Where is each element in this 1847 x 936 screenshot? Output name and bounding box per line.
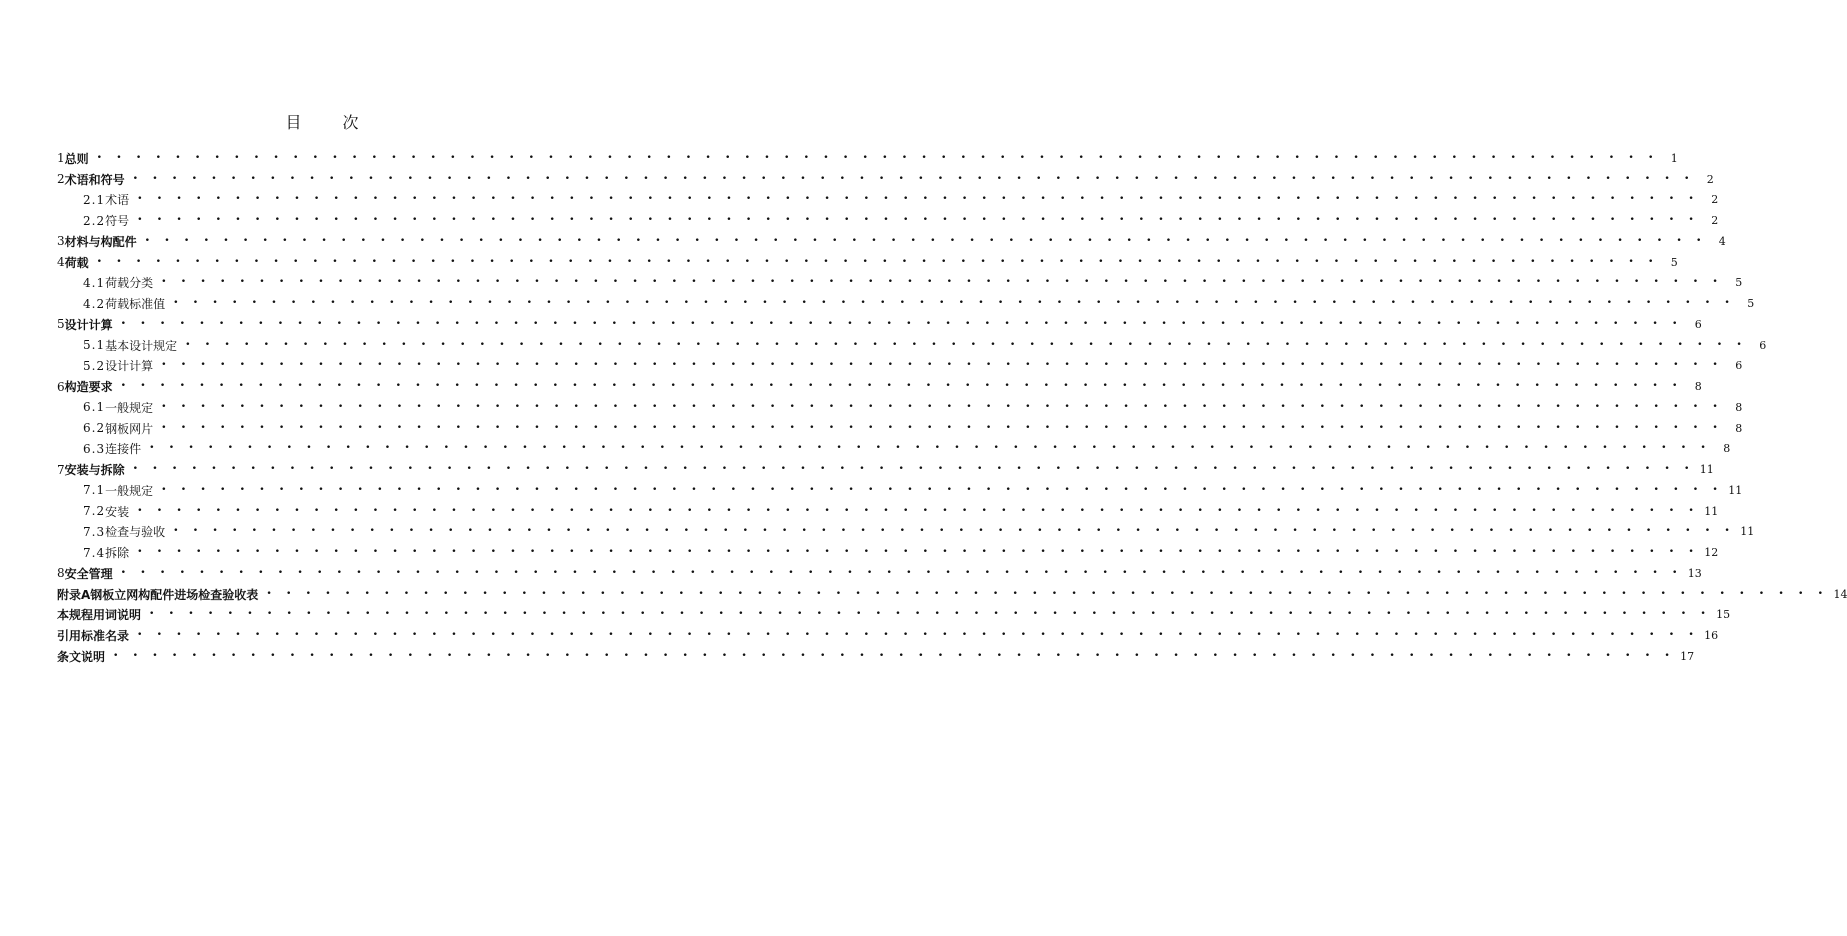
toc-entry-number: 7.2 xyxy=(83,504,106,519)
toc-entry-number: 3 xyxy=(57,234,65,249)
page-title: 目 次 xyxy=(285,113,377,132)
table-of-contents xyxy=(57,148,1847,667)
toc-entry-number: 6.2 xyxy=(83,421,106,436)
toc-entry-label: 荷载 xyxy=(64,255,89,270)
toc-entry-number: 4.1 xyxy=(83,275,106,290)
dot-leader: • • • • • • • • • • • • • • • • • • • • • • • • • • • • • • • • • • • • • • • • • • • • • • • • • • • • • • • • • • • • • • • • • • • • • • • • • • • • • • • • xyxy=(185,339,1747,350)
toc-entry[interactable] xyxy=(57,646,1695,667)
toc-entry[interactable] xyxy=(57,314,1702,335)
toc-entry[interactable] xyxy=(57,273,1743,294)
toc-entry-page: 17 xyxy=(1680,649,1695,663)
toc-entry-label: 连接件 xyxy=(105,442,142,457)
toc-entry[interactable] xyxy=(57,169,1714,190)
dot-leader: • • • • • • • • • • • • • • • • • • • • • • • • • • • • • • • • • • • • • • • • • • • • • • • • • • • • • • • • • • • • • • • • • • • • • • • • • • • • • • • • xyxy=(137,505,1699,516)
toc-entry-number: 7.4 xyxy=(83,545,106,560)
toc-entry-label: 检查与验收 xyxy=(105,525,166,540)
dot-leader: • • • • • • • • • • • • • • • • • • • • • • • • • • • • • • • • • • • • • • • • • • • • • • • • • • • • • • • • • • • • • • • • • • • • • • • • • • • • • • • • xyxy=(161,360,1723,371)
toc-entry-number: 5.1 xyxy=(83,338,106,353)
toc-entry-label: 基本设计规定 xyxy=(105,338,178,353)
toc-entry-number: 1 xyxy=(57,151,65,166)
toc-entry-number: 6.1 xyxy=(83,400,106,415)
dot-leader: • • • • • • • • • • • • • • • • • • • • • • • • • • • • • • • • • • • • • • • • • • • • • • • • • • • • • • • • • • • • • • • • • • • • • • • • • • • • • • • • xyxy=(137,215,1699,226)
toc-entry[interactable] xyxy=(57,522,1755,543)
toc-entry[interactable] xyxy=(57,376,1702,397)
toc-entry-label: 条文说明 xyxy=(57,649,106,664)
toc-entry-label: 安装与拆除 xyxy=(64,463,125,478)
toc-entry[interactable] xyxy=(57,231,1726,252)
dot-leader: • • • • • • • • • • • • • • • • • • • • • • • • • • • • • • • • • • • • • • • • • • • • • • • • • • • • • • • • • • • • • • • • • • • • • • • • • • • • • • • • xyxy=(173,298,1735,309)
toc-entry-label: 术语 xyxy=(105,193,130,208)
dot-leader: • • • • • • • • • • • • • • • • • • • • • • • • • • • • • • • • • • • • • • • • • • • • • • • • • • • • • • • • • • • • • • • • • • • • • • • • • • • • • • • • xyxy=(113,650,1675,661)
toc-entry-label: 拆除 xyxy=(105,546,130,561)
toc-entry-label: 一般规定 xyxy=(105,483,154,498)
toc-entry-page: 2 xyxy=(1706,172,1714,186)
toc-entry-page: 2 xyxy=(1711,193,1719,207)
toc-entry-number: 附录A xyxy=(57,587,91,602)
dot-leader: • • • • • • • • • • • • • • • • • • • • • • • • • • • • • • • • • • • • • • • • • • • • • • • • • • • • • • • • • • • • • • • • • • • • • • • • • • • • • • • • xyxy=(132,173,1694,184)
toc-entry-number: 2.2 xyxy=(83,213,106,228)
toc-entry-number: 7.1 xyxy=(83,483,106,498)
toc-entry-number: 5.2 xyxy=(83,358,106,373)
dot-leader: • • • • • • • • • • • • • • • • • • • • • • • • • • • • • • • • • • • • • • • • • • • • • • • • • • • • • • • • • • • • • • • • • • • • • • • • • • • • • • • • xyxy=(137,630,1699,641)
toc-entry-page: 4 xyxy=(1718,234,1726,248)
toc-entry[interactable] xyxy=(57,397,1743,418)
toc-entry-number: 8 xyxy=(57,566,65,581)
toc-entry-page: 6 xyxy=(1694,317,1702,331)
dot-leader: • • • • • • • • • • • • • • • • • • • • • • • • • • • • • • • • • • • • • • • • • • • • • • • • • • • • • • • • • • • • • • • • • • • • • • • • • • • • • • • • xyxy=(149,609,1711,620)
toc-entry-label: 设计计算 xyxy=(64,317,113,332)
toc-entry-number: 6.3 xyxy=(83,441,106,456)
toc-entry-label: 钢板立网构配件进场检查验收表 xyxy=(90,587,259,602)
toc-entry[interactable] xyxy=(57,356,1743,377)
toc-entry-label: 设计计算 xyxy=(105,359,154,374)
dot-leader: • • • • • • • • • • • • • • • • • • • • • • • • • • • • • • • • • • • • • • • • • • • • • • • • • • • • • • • • • • • • • • • • • • • • • • • • • • • • • • • • xyxy=(161,484,1723,495)
toc-entry-label: 引用标准名录 xyxy=(57,629,130,644)
toc-entry-page: 8 xyxy=(1735,421,1743,435)
toc-entry-page: 5 xyxy=(1747,297,1755,311)
toc-entry-label: 总则 xyxy=(64,151,89,166)
toc-entry-number: 7.3 xyxy=(83,524,106,539)
toc-entry-page: 8 xyxy=(1694,380,1702,394)
dot-leader: • • • • • • • • • • • • • • • • • • • • • • • • • • • • • • • • • • • • • • • • • • • • • • • • • • • • • • • • • • • • • • • • • • • • • • • • • • • • • • • • xyxy=(96,152,1658,163)
toc-entry-page: 11 xyxy=(1704,504,1719,518)
dot-leader: • • • • • • • • • • • • • • • • • • • • • • • • • • • • • • • • • • • • • • • • • • • • • • • • • • • • • • • • • • • • • • • • • • • • • • • • • • • • • • • • xyxy=(132,464,1694,475)
toc-entry[interactable] xyxy=(57,148,1678,169)
toc-entry-label: 一般规定 xyxy=(105,400,154,415)
dot-leader: • • • • • • • • • • • • • • • • • • • • • • • • • • • • • • • • • • • • • • • • • • • • • • • • • • • • • • • • • • • • • • • • • • • • • • • • • • • • • • • • xyxy=(161,277,1723,288)
toc-entry-number: 4 xyxy=(57,255,65,270)
dot-leader: • • • • • • • • • • • • • • • • • • • • • • • • • • • • • • • • • • • • • • • • • • • • • • • • • • • • • • • • • • • • • • • • • • • • • • • • • • • • • • • • xyxy=(149,443,1711,454)
toc-entry[interactable] xyxy=(57,439,1731,460)
dot-leader: • • • • • • • • • • • • • • • • • • • • • • • • • • • • • • • • • • • • • • • • • • • • • • • • • • • • • • • • • • • • • • • • • • • • • • • • • • • • • • • • xyxy=(137,194,1699,205)
toc-entry[interactable] xyxy=(57,542,1719,563)
dot-leader: • • • • • • • • • • • • • • • • • • • • • • • • • • • • • • • • • • • • • • • • • • • • • • • • • • • • • • • • • • • • • • • • • • • • • • • • • • • • • • • • xyxy=(137,547,1699,558)
dot-leader: • • • • • • • • • • • • • • • • • • • • • • • • • • • • • • • • • • • • • • • • • • • • • • • • • • • • • • • • • • • • • • • • • • • • • • • • • • • • • • • • xyxy=(120,567,1682,578)
toc-entry[interactable] xyxy=(57,501,1719,522)
toc-entry-label: 安全管理 xyxy=(64,566,113,581)
dot-leader: • • • • • • • • • • • • • • • • • • • • • • • • • • • • • • • • • • • • • • • • • • • • • • • • • • • • • • • • • • • • • • • • • • • • • • • • • • • • • • • • xyxy=(120,381,1682,392)
toc-entry-page: 11 xyxy=(1740,525,1755,539)
toc-entry-label: 符号 xyxy=(105,214,130,229)
toc-entry-page: 2 xyxy=(1711,214,1719,228)
toc-entry-label: 荷载分类 xyxy=(105,276,154,291)
toc-entry[interactable] xyxy=(57,252,1678,273)
toc-entry-number: 7 xyxy=(57,462,65,477)
dot-leader: • • • • • • • • • • • • • • • • • • • • • • • • • • • • • • • • • • • • • • • • • • • • • • • • • • • • • • • • • • • • • • • • • • • • • • • • • • • • • • • • xyxy=(144,235,1706,246)
toc-entry[interactable] xyxy=(57,584,1847,605)
toc-entry-label: 术语和符号 xyxy=(64,172,125,187)
toc-entry-page: 13 xyxy=(1687,566,1702,580)
toc-entry[interactable] xyxy=(57,293,1755,314)
toc-entry-page: 16 xyxy=(1704,629,1719,643)
toc-entry-number: 5 xyxy=(57,317,65,332)
toc-entry[interactable] xyxy=(57,210,1719,231)
toc-entry-page: 1 xyxy=(1670,151,1678,165)
toc-entry[interactable] xyxy=(57,459,1714,480)
toc-entry[interactable] xyxy=(57,190,1719,211)
dot-leader: • • • • • • • • • • • • • • • • • • • • • • • • • • • • • • • • • • • • • • • • • • • • • • • • • • • • • • • • • • • • • • • • • • • • • • • • • • • • • • • • xyxy=(161,401,1723,412)
dot-leader: • • • • • • • • • • • • • • • • • • • • • • • • • • • • • • • • • • • • • • • • • • • • • • • • • • • • • • • • • • • • • • • • • • • • • • • • • • • • • • • • xyxy=(161,422,1723,433)
toc-entry-label: 材料与构配件 xyxy=(64,234,137,249)
toc-entry[interactable] xyxy=(57,605,1731,626)
toc-entry-label: 本规程用词说明 xyxy=(57,608,142,623)
toc-entry-page: 11 xyxy=(1728,483,1743,497)
toc-entry-page: 5 xyxy=(1670,255,1678,269)
toc-entry-label: 构造要求 xyxy=(64,380,113,395)
toc-entry-page: 5 xyxy=(1735,276,1743,290)
toc-entry-page: 12 xyxy=(1704,546,1719,560)
toc-entry-page: 11 xyxy=(1699,463,1714,477)
toc-entry-page: 6 xyxy=(1735,359,1743,373)
toc-entry-number: 6 xyxy=(57,379,65,394)
dot-leader: • • • • • • • • • • • • • • • • • • • • • • • • • • • • • • • • • • • • • • • • • • • • • • • • • • • • • • • • • • • • • • • • • • • • • • • • • • • • • • • • xyxy=(120,318,1682,329)
toc-entry-label: 荷载标准值 xyxy=(105,297,166,312)
toc-entry[interactable] xyxy=(57,418,1743,439)
dot-leader: • • • • • • • • • • • • • • • • • • • • • • • • • • • • • • • • • • • • • • • • • • • • • • • • • • • • • • • • • • • • • • • • • • • • • • • • • • • • • • • • xyxy=(173,526,1735,537)
toc-entry-page: 8 xyxy=(1723,442,1731,456)
dot-leader: • • • • • • • • • • • • • • • • • • • • • • • • • • • • • • • • • • • • • • • • • • • • • • • • • • • • • • • • • • • • • • • • • • • • • • • • • • • • • • • • xyxy=(266,588,1828,599)
toc-entry[interactable] xyxy=(57,563,1702,584)
toc-entry-page: 15 xyxy=(1716,608,1731,622)
toc-entry[interactable] xyxy=(57,335,1767,356)
toc-entry-number: 2 xyxy=(57,172,65,187)
toc-entry-page: 8 xyxy=(1735,400,1743,414)
toc-entry[interactable] xyxy=(57,625,1719,646)
toc-entry-number: 2.1 xyxy=(83,192,106,207)
toc-entry[interactable] xyxy=(57,480,1743,501)
toc-entry-label: 安装 xyxy=(105,504,130,519)
toc-entry-number: 4.2 xyxy=(83,296,106,311)
toc-entry-page: 6 xyxy=(1759,338,1767,352)
toc-entry-label: 钢板网片 xyxy=(105,421,154,436)
dot-leader: • • • • • • • • • • • • • • • • • • • • • • • • • • • • • • • • • • • • • • • • • • • • • • • • • • • • • • • • • • • • • • • • • • • • • • • • • • • • • • • • xyxy=(96,256,1658,267)
toc-entry-page: 14 xyxy=(1833,587,1847,601)
